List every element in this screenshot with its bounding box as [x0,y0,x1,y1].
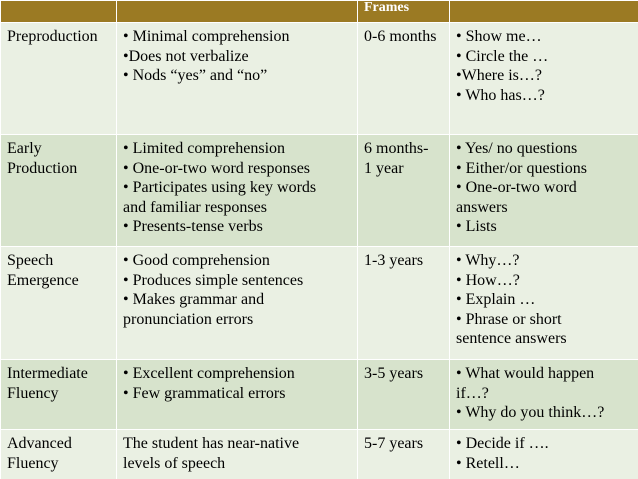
stage-cell [1,247,117,360]
cell-line: • Good comprehension [123,252,270,269]
characteristics-cell [117,23,358,135]
cell-line: • Minimal comprehension [123,28,290,45]
table-row [1,430,638,479]
header-cell-time-frames: Frames [358,1,450,23]
cell-line: • Few grammatical errors [123,384,286,402]
cell-line: Production [7,159,78,177]
cell-line: 1-3 years [364,252,424,269]
cell-line: • Explain … [456,291,536,308]
cell-line: • Who has…? [456,86,545,104]
cell-line: answers [456,198,508,216]
cell-line: • Either/or questions [456,159,587,177]
cell-line: • Yes/ no questions [456,140,578,157]
cell-line: • Phrase or short [456,310,562,328]
cell-line: • Makes grammar and [123,291,265,308]
cell-line: 0-6 months [364,28,437,45]
time-frame-cell [358,23,450,135]
cell-line: Fluency [7,384,59,402]
stage-cell [1,430,117,479]
table-row [1,23,638,135]
characteristics-cell [117,430,358,479]
prompts-cell [450,247,638,360]
header-cell-characteristics [117,1,358,23]
table-row [1,135,638,247]
characteristics-cell [117,135,358,247]
header-cell-prompts [450,1,638,23]
cell-line: • Retell… [456,454,520,472]
cell-line: if…? [456,384,489,402]
cell-line: sentence answers [456,330,567,347]
cell-line: • How…? [456,271,520,289]
stage-cell [1,135,117,247]
cell-line: • Limited comprehension [123,140,286,157]
cell-line: •Does not verbalize [123,47,249,65]
prompts-cell [450,23,638,135]
cell-line: • One-or-two word responses [123,159,311,177]
cell-line: • Decide if …. [456,435,549,452]
cell-line: Preproduction [7,28,98,45]
stage-cell [1,360,117,430]
cell-line: The student has near-native [123,435,300,452]
prompts-cell [450,360,638,430]
cell-line: Early [7,140,42,157]
cell-line: • Participates using key words [123,179,317,196]
time-frame-cell [358,247,450,360]
cell-line: • Presents-tense verbs [123,218,263,235]
cell-line: • Produces simple sentences [123,271,304,289]
cell-line: 5-7 years [364,435,424,452]
cell-line: • Excellent comprehension [123,365,295,382]
cell-line: pronunciation errors [123,310,254,328]
cell-line: Fluency [7,454,59,472]
cell-line: levels of speech [123,454,226,472]
cell-line: • Show me… [456,28,542,45]
stage-cell [1,23,117,135]
cell-line: • What would happen [456,365,595,382]
table-row [1,360,638,430]
cell-line: 3-5 years [364,365,424,382]
cell-line: • One-or-two word [456,179,577,196]
characteristics-cell [117,247,358,360]
prompts-cell [450,135,638,247]
cell-line: 1 year [364,159,404,177]
time-frame-cell [358,135,450,247]
prompts-cell [450,430,638,479]
cell-line: • Why do you think…? [456,404,605,421]
time-frame-cell [358,430,450,479]
cell-line: • Nods “yes” and “no” [123,67,268,84]
cell-line: • Lists [456,218,497,235]
header-row [1,1,638,23]
cell-line: 6 months- [364,140,429,157]
characteristics-cell [117,360,358,430]
table-row [1,247,638,360]
cell-line: • Why…? [456,252,520,269]
cell-line: Advanced [7,435,72,452]
cell-line: Emergence [7,271,79,289]
header-cell-stage [1,1,117,23]
cell-line: •Where is…? [456,67,543,84]
cell-line: • Circle the … [456,47,549,65]
time-frame-cell [358,360,450,430]
cell-line: and familiar responses [123,198,267,216]
cell-line: Speech [7,252,54,269]
cell-line: Intermediate [7,365,88,382]
